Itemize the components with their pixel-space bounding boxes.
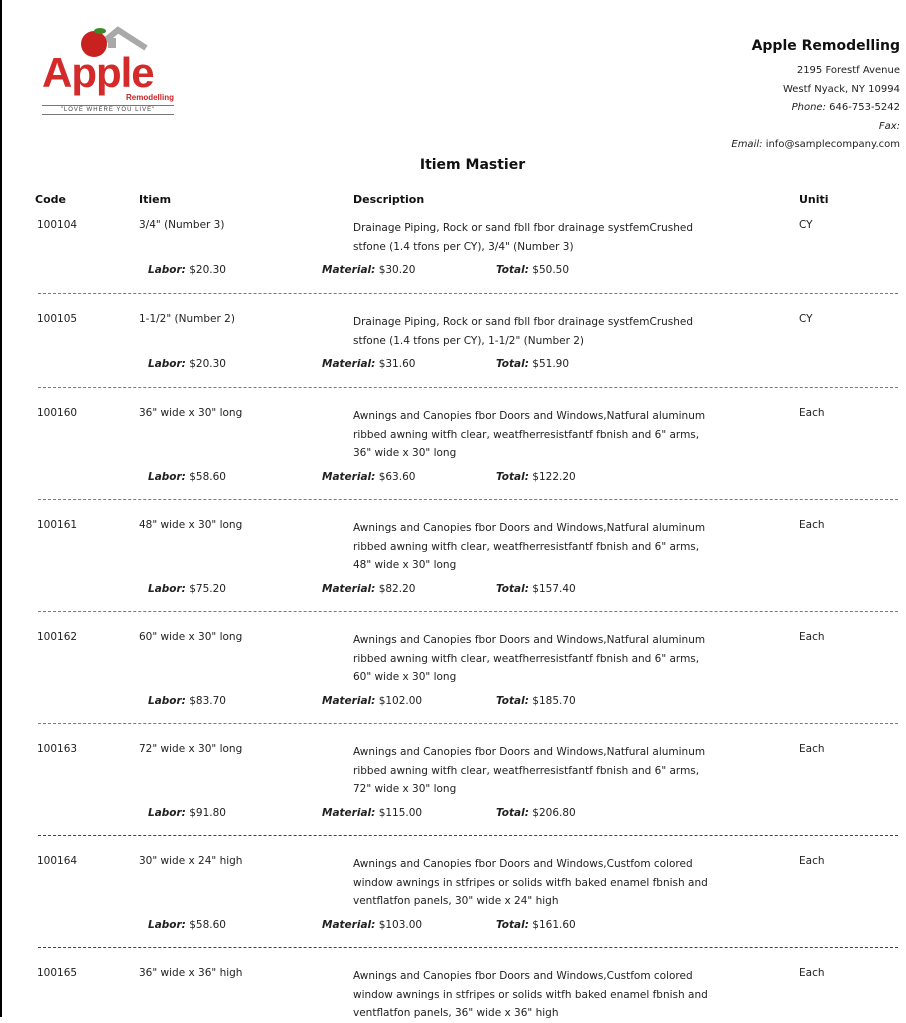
- item-description: Drainage Piping, Rock or sand fbll fbor drainage systfemCrushed stfone (1.4 tfons per CY), 3/4" (Number 3): [353, 222, 694, 253]
- labor-value: $20.30: [189, 358, 226, 370]
- row-separator: [38, 387, 898, 388]
- item-unit: Each: [799, 631, 825, 643]
- item-total: [496, 471, 576, 483]
- item-name: 1-1/2" (Number 2): [139, 313, 235, 325]
- item-labor: [148, 919, 226, 931]
- row-separator: [38, 611, 898, 612]
- total-value: $51.90: [532, 358, 570, 370]
- item-unit: Each: [799, 743, 825, 755]
- item-code: 100105: [37, 313, 78, 325]
- item-code: 100104: [37, 219, 78, 231]
- logo-subtext: Remodelling: [125, 93, 174, 102]
- item-material: [322, 264, 415, 276]
- company-fax: [731, 118, 900, 137]
- company-name: Apple Remodelling: [751, 38, 900, 54]
- labor-value: $58.60: [189, 919, 226, 931]
- item-name: 60" wide x 30" long: [139, 631, 243, 643]
- material-label: Material:: [322, 807, 376, 819]
- header-description: Description: [353, 193, 425, 206]
- item-unit: Each: [799, 967, 825, 979]
- item-material: [322, 919, 422, 931]
- item-total: [496, 583, 576, 595]
- material-value: $102.00: [378, 695, 423, 707]
- labor-value: $75.20: [189, 583, 226, 595]
- item-code: 100161: [37, 519, 78, 531]
- item-description: Awnings and Canopies fbor Doors and Windows,Natfural aluminum ribbed awning witfh clear, weatfherresistfantf fbnish and 6" arms, 60" wide x 30" long: [353, 634, 706, 683]
- phone-label: Phone:: [791, 102, 826, 113]
- item-total: [496, 264, 569, 276]
- item-unit: CY: [799, 313, 813, 325]
- fax-label: Fax:: [878, 120, 900, 132]
- total-value: $157.40: [532, 583, 576, 595]
- labor-label: Labor:: [148, 807, 186, 819]
- total-label: Total:: [496, 471, 529, 483]
- company-info: [731, 38, 900, 155]
- total-value: $50.50: [532, 264, 570, 276]
- total-value: $122.20: [532, 471, 576, 483]
- labor-value: $83.70: [189, 695, 226, 707]
- item-unit: Each: [799, 519, 825, 531]
- item-labor: [148, 583, 226, 595]
- material-value: $30.20: [378, 264, 416, 276]
- item-description: Awnings and Canopies fbor Doors and Windows,Natfural aluminum ribbed awning witfh clear, weatfherresistfantf fbnish and 6" arms, 72" wide x 30" long: [353, 746, 706, 795]
- item-unit: Each: [799, 855, 825, 867]
- material-value: $82.20: [378, 583, 416, 595]
- item-description: Awnings and Canopies fbor Doors and Windows,Custfom colored window awnings in stfripes or solids witfh baked enamel fbnish and ventflatfon panels, 30" wide x 24" high: [353, 858, 708, 907]
- item-material: [322, 471, 415, 483]
- labor-value: $20.30: [189, 264, 226, 276]
- logo-tagline: "LOVE WHERE YOU LIVE": [42, 105, 174, 115]
- item-name: 48" wide x 30" long: [139, 519, 243, 531]
- page-edge: [0, 0, 2, 1017]
- total-label: Total:: [496, 358, 529, 370]
- email-label: Email:: [731, 139, 763, 150]
- material-label: Material:: [322, 264, 376, 276]
- item-code: 100165: [37, 967, 78, 979]
- item-labor: [148, 358, 226, 370]
- document-title: Itiem Mastier: [419, 157, 526, 173]
- material-value: $31.60: [378, 358, 416, 370]
- labor-value: $58.60: [189, 471, 226, 483]
- material-label: Material:: [322, 358, 376, 370]
- item-description: Awnings and Canopies fbor Doors and Windows,Custfom colored window awnings in stfripes or solids witfh baked enamel fbnish and ventflatfon panels, 36" wide x 36" high: [353, 970, 708, 1019]
- item-code: 100160: [37, 407, 78, 419]
- row-separator: [38, 293, 898, 294]
- header-code: Code: [35, 193, 66, 206]
- item-unit: CY: [799, 219, 813, 231]
- labor-label: Labor:: [148, 695, 186, 707]
- total-label: Total:: [496, 807, 529, 819]
- material-label: Material:: [322, 471, 376, 483]
- item-material: [322, 358, 415, 370]
- item-unit: Each: [799, 407, 825, 419]
- item-name: 3/4" (Number 3): [139, 219, 225, 231]
- row-separator: [38, 499, 898, 500]
- item-total: [496, 919, 576, 931]
- row-separator: [38, 947, 898, 948]
- item-name: 72" wide x 30" long: [139, 743, 243, 755]
- labor-label: Labor:: [148, 471, 186, 483]
- item-total: [496, 695, 576, 707]
- item-material: [322, 695, 422, 707]
- item-name: 36" wide x 30" long: [139, 407, 243, 419]
- item-name: 30" wide x 24" high: [139, 855, 243, 867]
- total-label: Total:: [496, 264, 529, 276]
- phone-value: 646-753-5242: [829, 102, 900, 113]
- material-value: $103.00: [378, 919, 423, 931]
- item-total: [496, 807, 576, 819]
- email-value: info@samplecompany.com: [765, 139, 900, 150]
- company-email: [731, 136, 900, 155]
- total-value: $161.60: [532, 919, 576, 931]
- labor-label: Labor:: [148, 264, 186, 276]
- header-item: Itiem: [139, 193, 172, 206]
- material-label: Material:: [322, 919, 376, 931]
- material-label: Material:: [322, 695, 376, 707]
- header-unit: Uniti: [799, 193, 829, 206]
- total-label: Total:: [496, 919, 529, 931]
- item-labor: [148, 264, 226, 276]
- total-label: Total:: [496, 583, 529, 595]
- item-code: 100162: [37, 631, 78, 643]
- labor-value: $91.80: [189, 807, 226, 819]
- material-label: Material:: [322, 583, 376, 595]
- company-logo: [38, 26, 180, 120]
- company-phone: [731, 99, 900, 118]
- item-code: 100164: [37, 855, 78, 867]
- labor-label: Labor:: [148, 358, 186, 370]
- item-material: [322, 583, 415, 595]
- logo-wordmark: Apple: [42, 49, 154, 96]
- item-labor: [148, 807, 226, 819]
- item-name: 36" wide x 36" high: [139, 967, 243, 979]
- item-material: [322, 807, 422, 819]
- total-value: $206.80: [532, 807, 576, 819]
- item-description: Awnings and Canopies fbor Doors and Windows,Natfural aluminum ribbed awning witfh clear, weatfherresistfantf fbnish and 6" arms, 36" wide x 30" long: [353, 410, 706, 459]
- company-address-line2: Westf Nyack, NY 10994: [782, 83, 900, 95]
- total-value: $185.70: [532, 695, 576, 707]
- item-description: Drainage Piping, Rock or sand fbll fbor drainage systfemCrushed stfone (1.4 tfons per CY), 1-1/2" (Number 2): [353, 316, 694, 347]
- item-description: Awnings and Canopies fbor Doors and Windows,Natfural aluminum ribbed awning witfh clear, weatfherresistfantf fbnish and 6" arms, 48" wide x 30" long: [353, 522, 706, 571]
- item-labor: [148, 695, 226, 707]
- labor-label: Labor:: [148, 583, 186, 595]
- company-address-line1: 2195 Forestf Avenue: [796, 65, 900, 76]
- labor-label: Labor:: [148, 919, 186, 931]
- item-code: 100163: [37, 743, 78, 755]
- material-value: $115.00: [378, 807, 423, 819]
- row-separator: [38, 723, 898, 724]
- total-label: Total:: [496, 695, 529, 707]
- row-separator: [38, 835, 898, 836]
- material-value: $63.60: [378, 471, 416, 483]
- item-labor: [148, 471, 226, 483]
- item-total: [496, 358, 569, 370]
